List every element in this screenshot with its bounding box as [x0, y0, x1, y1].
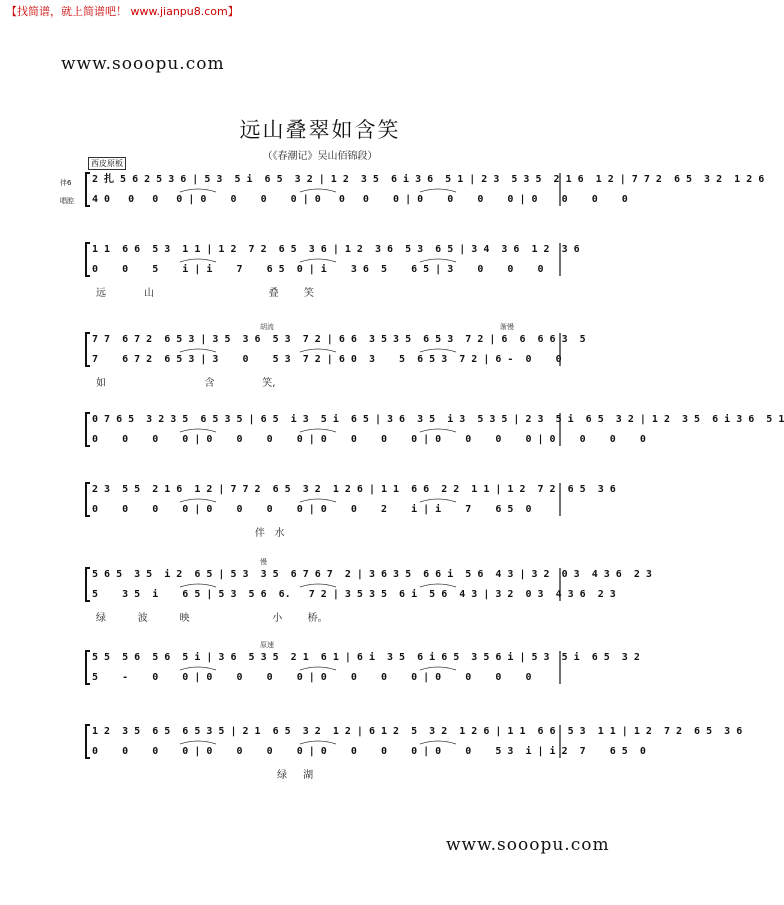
- accompaniment-line: 2 3 5 5 2 1 6 1 2 | 7 7 2 6 5 3 2 1 2 6 | 1 1 6 6 2 2 1 1 | 1 2 7 2 6 5 3 6: [92, 484, 616, 495]
- score-system: [0, 170, 765, 234]
- lyrics-line: 远 山 叠 笑: [96, 288, 315, 299]
- song-title: 远山叠翠如含笑: [239, 118, 401, 142]
- instrument-label: 伴6: [60, 179, 72, 187]
- vocal-line: 0 0 0 0 | 0 0 0 0 | 0 0 0 0 | 0 0 0 0 | 0 0 0 0: [92, 434, 646, 445]
- vocal-line: 5 - 0 0 | 0 0 0 0 | 0 0 0 0 | 0 0 0 0: [92, 672, 532, 683]
- tempo-mark: 胡流: [260, 323, 274, 331]
- site-watermark-top: www.sooopu.com: [61, 54, 225, 74]
- lyrics-line: 绿 湖: [96, 770, 314, 781]
- tempo-mark: 渐慢: [500, 323, 514, 331]
- section-tag: 西皮原板: [88, 157, 126, 170]
- accompaniment-line: 7 7 6 7 2 6 5 3 | 3 5 3 6 5 3 7 2 | 6 6 3 5 3 5 6 5 3 7 2 | 6 6 6 6 3 5: [92, 334, 586, 345]
- lyrics-line: 如 含 笑,: [96, 378, 276, 389]
- score-system: [0, 323, 640, 394]
- vocal-line: 0 0 0 0 | 0 0 0 0 | 0 0 0 0 | 0 0 5 3 i | i 2 7 6 5 0: [92, 746, 646, 757]
- accompaniment-line: 5 6 5 3 5 i 2 6 5 | 5 3 3 5 6 7 6 7 2 | 3 6 3 5 6 6 i 5 6 4 3 | 3 2 0 3 4 3 6 2 3: [92, 569, 652, 580]
- vocal-line: 7 6 7 2 6 5 3 | 3 0 5 3 7 2 | 6 0 3 5 6 5 3 7 2 | 6 - 0 0: [92, 354, 562, 365]
- vocal-line: 0 0 0 0 | 0 0 0 0 | 0 0 2 i | i 7 6 5 0: [92, 504, 532, 515]
- instrument-label: 唱腔: [60, 197, 74, 205]
- site-watermark-bottom: www.sooopu.com: [446, 835, 610, 855]
- tempo-mark: 慢: [260, 558, 267, 566]
- vocal-line: 4 0 0 0 0 | 0 0 0 0 | 0 0 0 0 | 0 0 0 0 | 0 0 0 0: [92, 194, 628, 205]
- vocal-line: 5 3 5 i 6 5 | 5 3 5 6 6. 7 2 | 3 5 3 5 6 i 5 6 4 3 | 3 2 0 3 4 3 6 2 3: [92, 589, 616, 600]
- score-system: [0, 480, 640, 544]
- accompaniment-line: 1 2 3 5 6 5 6 5 3 5 | 2 1 6 5 3 2 1 2 | 6 1 2 5 3 2 1 2 6 | 1 1 6 6 5 3 1 1 | 1 2 7 2 6 5 3 6: [92, 726, 743, 737]
- accompaniment-line: 0 7 6 5 3 2 3 5 6 5 3 5 | 6 5 i 3 5 i 6 5 | 3 6 3 5 i 3 5 3 5 | 2 3 5 i 6 5 3 2 | 1 2 3 5 6 i 3 6 5 1: [92, 414, 784, 425]
- score-system: [0, 410, 784, 474]
- song-subtitle: （《春潮记》吴山佰锦段）: [262, 151, 378, 162]
- accompaniment-line: 5 5 5 6 5 6 5 i | 3 6 5 3 5 2 1 6 1 | 6 i 3 5 6 i 6 5 3 5 6 i | 5 3 5 i 6 5 3 2: [92, 652, 640, 663]
- lyrics-line: 绿 波 映 小 桥。: [96, 613, 328, 624]
- vocal-line: 0 0 5 i | i 7 6 5 0 | i 3 6 5 6 5 | 3 0 0 0: [92, 264, 544, 275]
- accompaniment-line: 2 扎 5 6 2 5 3 6 | 5 3 5 i 6 5 3 2 | 1 2 3 5 6 i 3 6 5 1 | 2 3 5 3 5 2 1 6 1 2 | 7 7 2 6 5 3 2 1 2 6: [92, 174, 765, 185]
- score-system: [0, 558, 652, 629]
- tempo-mark: 原速: [260, 641, 274, 649]
- site-banner[interactable]: 【找简谱，就上简谱吧！ www.jianpu8.com】: [6, 5, 239, 18]
- lyrics-line: 伴 水: [96, 528, 285, 539]
- score-system: [0, 641, 640, 712]
- score-system: [0, 240, 640, 304]
- score-system: [0, 722, 743, 786]
- accompaniment-line: 1 1 6 6 5 3 1 1 | 1 2 7 2 6 5 3 6 | 1 2 3 6 5 3 6 5 | 3 4 3 6 1 2 3 6: [92, 244, 580, 255]
